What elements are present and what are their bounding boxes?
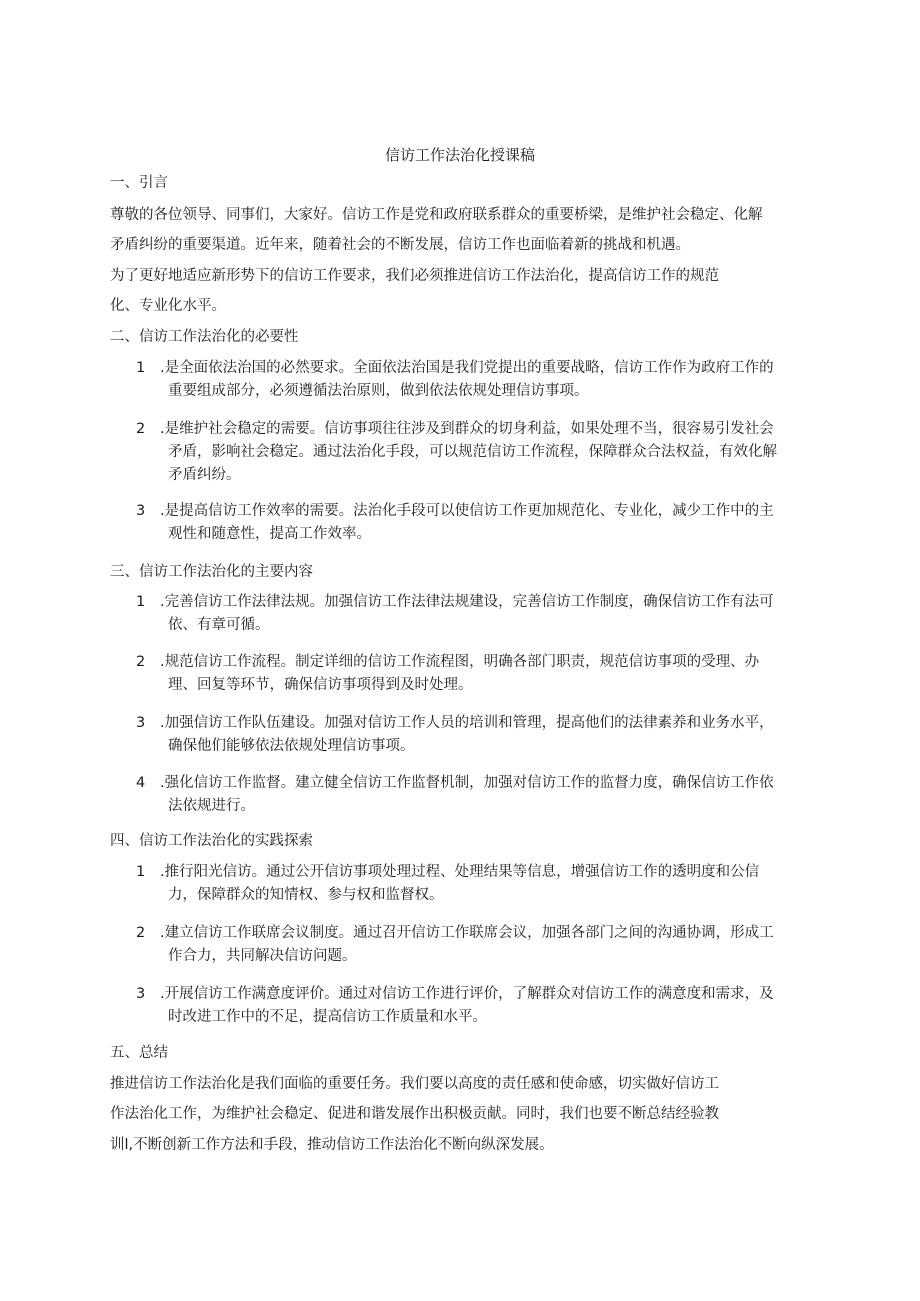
list-item-line: 矛盾，影响社会稳定。通过法治化手段，可以规范信访工作流程，保障群众合法权益，有效化解	[168, 444, 777, 460]
list-item-number: 3	[136, 503, 146, 519]
list-item-line: .推行阳光信访。通过公开信访事项处理过程、处理结果等信息，增强信访工作的透明度和公信	[160, 864, 760, 880]
section-2-heading: 二、信访工作法治化的必要性	[110, 329, 299, 345]
list-item-line: .强化信访工作监督。建立健全信访工作监督机制，加强对信访工作的监督力度，确保信访工作依	[160, 775, 774, 791]
list-item-line: .建立信访工作联席会议制度。通过召开信访工作联席会议，加强各部门之间的沟通协调，形成工	[160, 925, 774, 941]
list-item-line: .规范信访工作流程。制定详细的信访工作流程图，明确各部门职责，规范信访事项的受理、办	[160, 654, 760, 670]
list-item-text	[160, 712, 820, 758]
list-item-line: 重要组成部分，必须遵循法治原则，做到依法依规处理信访事项。	[168, 383, 589, 399]
list-item	[136, 772, 820, 818]
list-item-line: .是全面依法治国的必然要求。全面依法治国是我们党提出的重要战略，信访工作作为政府工作的	[160, 360, 774, 376]
list-item-line: 法依规进行。	[168, 798, 255, 814]
list-item-number: 3	[136, 715, 146, 731]
list-item	[136, 418, 820, 487]
summary-line-1: 推进信访工作法治化是我们面临的重要任务。我们要以高度的责任感和使命感，切实做好信访工	[110, 1076, 719, 1092]
intro-paragraph-1-line-1: 尊敬的各位领导、同事们，大家好。信访工作是党和政府联系群众的重要桥梁，是维护社会稳定、化解	[110, 207, 763, 223]
list-item-text	[160, 500, 820, 546]
intro-paragraph-2-line-2: 化、专业化水平。	[110, 298, 226, 314]
list-item-line: .是提高信访工作效率的需要。法治化手段可以使信访工作更加规范化、专业化，减少工作中的主	[160, 503, 774, 519]
list-item-line: 理、回复等环节，确保信访事项得到及时处理。	[168, 677, 473, 693]
list-item-number: 3	[136, 986, 146, 1002]
list-item-line: .是维护社会稳定的需要。信访事项往往涉及到群众的切身利益，如果处理不当，很容易引发社会	[160, 421, 774, 437]
section-3-heading: 三、信访工作法治化的主要内容	[110, 564, 313, 580]
list-item-text	[160, 922, 820, 968]
list-item-line: .开展信访工作满意度评价。通过对信访工作进行评价，了解群众对信访工作的满意度和需求，及	[160, 986, 774, 1002]
list-item-number: 1	[136, 360, 146, 376]
list-item-number: 2	[136, 421, 146, 437]
list-item-text	[160, 591, 820, 637]
summary-line-2: 作法治化工作，为维护社会稳定、促进和谐发展作出积极贡献。同时，我们也要不断总结经验教	[110, 1106, 719, 1122]
list-item	[136, 861, 820, 907]
section-5-heading: 五、总结	[110, 1045, 168, 1061]
list-item-text	[160, 357, 820, 403]
list-item	[136, 357, 820, 403]
list-item-line: 确保他们能够依法依规处理信访事项。	[168, 738, 415, 754]
intro-paragraph-1-line-2: 矛盾纠纷的重要渠道。近年来，随着社会的不断发展，信访工作也面临着新的挑战和机遇。	[110, 237, 690, 253]
list-item-line: .加强信访工作队伍建设。加强对信访工作人员的培训和管理，提高他们的法律素养和业务水平，	[160, 715, 774, 731]
list-item	[136, 500, 820, 546]
list-item-number: 1	[136, 864, 146, 880]
list-item-line: 依、有章可循。	[168, 617, 270, 633]
list-item-line: 时改进工作中的不足，提高信访工作质量和水平。	[168, 1009, 487, 1025]
section-4-heading: 四、信访工作法治化的实践探索	[110, 833, 313, 849]
list-item-text	[160, 772, 820, 818]
list-item-text	[160, 983, 820, 1029]
list-item-line: 力，保障群众的知情权、参与权和监督权。	[168, 887, 444, 903]
list-item-number: 2	[136, 654, 146, 670]
list-item-number: 1	[136, 594, 146, 610]
list-item	[136, 922, 820, 968]
intro-paragraph-2-line-1: 为了更好地适应新形势下的信访工作要求，我们必须推进信访工作法治化，提高信访工作的规范	[110, 268, 719, 284]
list-item	[136, 591, 820, 637]
list-item-text	[160, 418, 820, 487]
section-1-heading: 一、引言	[110, 175, 168, 191]
list-item-line: 观性和随意性，提高工作效率。	[168, 526, 371, 542]
summary-line-3: 训l,不断创新工作方法和手段，推动信访工作法治化不断向纵深发展。	[110, 1137, 554, 1153]
list-item	[136, 651, 820, 697]
list-item	[136, 712, 820, 758]
list-item-number: 4	[136, 775, 146, 791]
list-item-text	[160, 861, 820, 907]
list-item-text	[160, 651, 820, 697]
list-item-line: 矛盾纠纷。	[168, 467, 241, 483]
list-item-number: 2	[136, 925, 146, 941]
list-item-line: .完善信访工作法律法规。加强信访工作法律法规建设，完善信访工作制度，确保信访工作有法可	[160, 594, 774, 610]
list-item-line: 作合力，共同解决信访问题。	[168, 948, 357, 964]
document-title: 信访工作法治化授课稿	[384, 146, 535, 164]
list-item	[136, 983, 820, 1029]
